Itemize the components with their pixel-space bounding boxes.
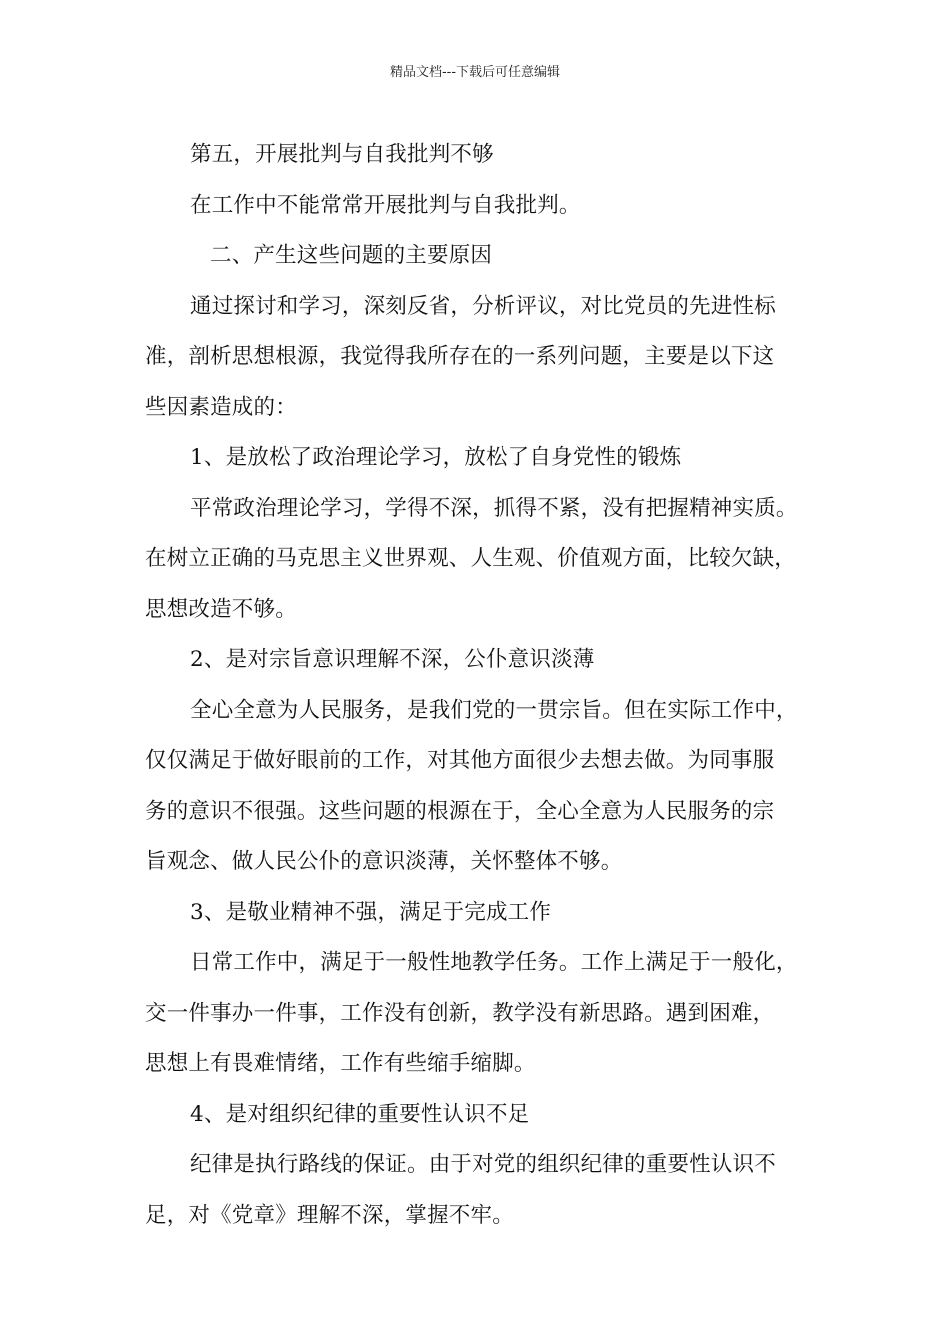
- text-line: 通过探讨和学习，深刻反省，分析评议，对比党员的先进性标: [190, 293, 776, 319]
- text-line: 1、是放松了政治理论学习，放松了自身党性的锻炼: [190, 445, 682, 470]
- text-line: 些因素造成的：: [145, 394, 297, 420]
- text-line: 3、是敬业精神不强，满足于完成工作: [190, 899, 552, 925]
- text-line: 第五，开展批判与自我批判不够: [190, 142, 494, 167]
- text-line: 平常政治理论学习，学得不深，抓得不紧，没有把握精神实质。: [190, 495, 798, 521]
- text-line: 思想上有畏难情绪，工作有些缩手缩脚。: [145, 1051, 536, 1076]
- document-body: [145, 130, 835, 1241]
- text-line: 仅仅满足于做好眼前的工作，对其他方面很少去想去做。为同事服: [145, 748, 775, 773]
- text-line: 在工作中不能常常开展批判与自我批判。: [190, 192, 581, 218]
- text-line: 务的意识不很强。这些问题的根源在于，全心全意为人民服务的宗: [145, 798, 775, 824]
- text-line: 纪律是执行路线的保证。由于对党的组织纪律的重要性认识不: [190, 1152, 776, 1177]
- text-line: 日常工作中，满足于一般性地教学任务。工作上满足于一般化，: [190, 950, 798, 975]
- text-line: 全心全意为人民服务，是我们党的一贯宗旨。但在实际工作中，: [190, 697, 798, 723]
- text-line: 旨观念、做人民公仆的意识淡薄，关怀整体不够。: [145, 849, 623, 874]
- text-line: 在树立正确的马克思主义世界观、人生观、价值观方面，比较欠缺，: [145, 546, 797, 571]
- text-line: 4、是对组织纪律的重要性认识不足: [190, 1101, 530, 1127]
- text-line: 交一件事办一件事，工作没有创新，教学没有新思路。遇到困难，: [145, 1000, 775, 1026]
- text-line: 准，剖析思想根源，我觉得我所存在的一系列问题，主要是以下这: [145, 344, 775, 369]
- section-heading: 二、产生这些问题的主要原因: [210, 243, 493, 268]
- text-line: 2、是对宗旨意识理解不深，公仆意识淡薄: [190, 647, 595, 672]
- page-header: 精品文档---下载后可任意编辑: [389, 65, 561, 80]
- text-line: 思想改造不够。: [145, 596, 297, 622]
- text-line: 足，对《党章》理解不深，掌握不牢。: [145, 1202, 514, 1228]
